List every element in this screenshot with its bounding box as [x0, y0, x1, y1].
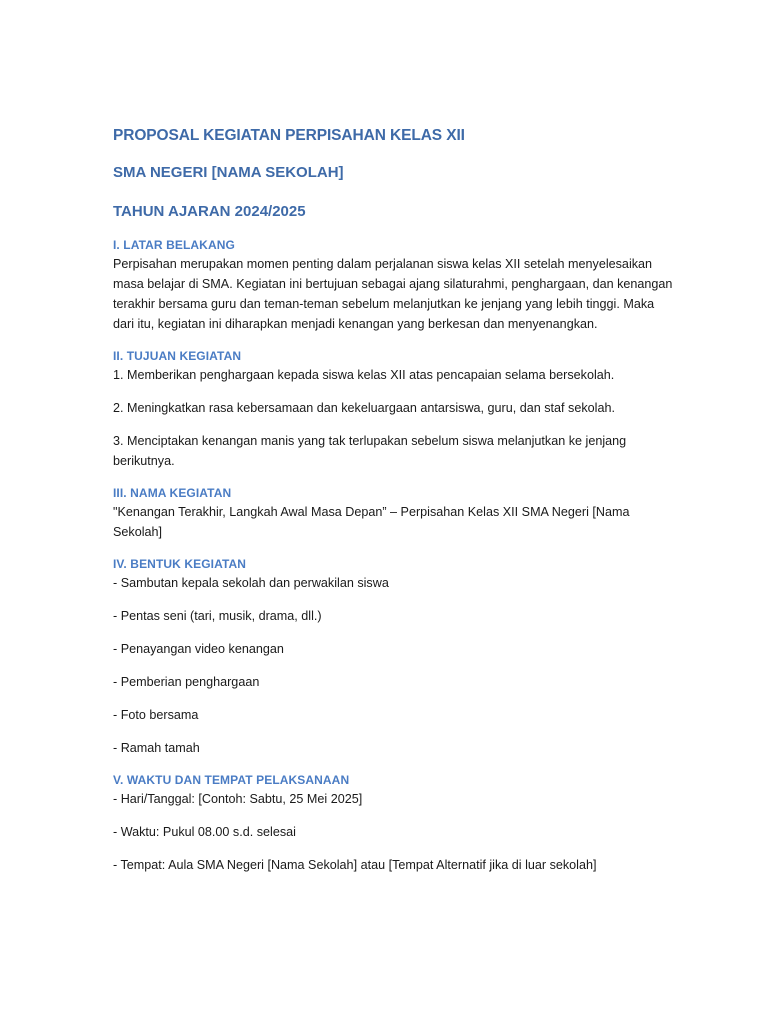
list-item: - Sambutan kepala sekolah dan perwakilan siswa	[113, 576, 389, 590]
academic-year: TAHUN AJARAN 2024/2025	[113, 203, 306, 220]
section-heading: IV. BENTUK KEGIATAN	[113, 557, 247, 571]
section-heading: V. WAKTU DAN TEMPAT PELAKSANAAN	[113, 773, 350, 787]
list-item: - Waktu: Pukul 08.00 s.d. selesai	[113, 825, 296, 839]
section-bentuk-kegiatan	[113, 555, 673, 758]
list-item: 1. Memberikan penghargaan kepada siswa kelas XII atas pencapaian selama bersekolah.	[113, 368, 615, 382]
list-item: - Hari/Tanggal: [Contoh: Sabtu, 25 Mei 2025]	[113, 792, 363, 806]
section-latar-belakang	[113, 236, 673, 334]
section-heading: II. TUJUAN KEGIATAN	[113, 349, 242, 363]
document-page	[113, 124, 673, 875]
list-item: - Tempat: Aula SMA Negeri [Nama Sekolah] atau [Tempat Alternatif jika di luar sekolah]	[113, 858, 597, 872]
section-waktu-tempat	[113, 771, 673, 875]
list-item: 2. Meningkatkan rasa kebersamaan dan kekeluargaan antarsiswa, guru, dan staf sekolah.	[113, 401, 615, 415]
paragraph: "Kenangan Terakhir, Langkah Awal Masa Depan” – Perpisahan Kelas XII SMA Negeri [Nama Sekolah]	[113, 505, 630, 539]
list-item: - Foto bersama	[113, 708, 199, 722]
list-item: - Pemberian penghargaan	[113, 675, 260, 689]
section-tujuan-kegiatan	[113, 347, 673, 471]
list-item: 3. Menciptakan kenangan manis yang tak terlupakan sebelum siswa melanjutkan ke jenjang berikutnya.	[113, 434, 627, 468]
section-heading: III. NAMA KEGIATAN	[113, 486, 232, 500]
document-title: PROPOSAL KEGIATAN PERPISAHAN KELAS XII	[113, 127, 465, 144]
list-item: - Ramah tamah	[113, 741, 200, 755]
section-nama-kegiatan	[113, 484, 673, 542]
section-heading: I. LATAR BELAKANG	[113, 238, 235, 252]
paragraph: Perpisahan merupakan momen penting dalam perjalanan siswa kelas XII setelah menyelesaikan masa belajar di SMA. Kegiatan ini bertujuan sebagai ajang silaturahmi, penghargaan, dan kenangan terakhir bersama guru dan teman-teman sebelum melanjutkan ke jenjang yang lebih tinggi. Maka dari itu, kegiatan ini diharapkan menjadi kenangan yang berkesan dan menyenangkan.	[113, 257, 673, 331]
list-item: - Penayangan video kenangan	[113, 642, 284, 656]
school-name: SMA NEGERI [NAMA SEKOLAH]	[113, 164, 344, 181]
list-item: - Pentas seni (tari, musik, drama, dll.)	[113, 609, 322, 623]
